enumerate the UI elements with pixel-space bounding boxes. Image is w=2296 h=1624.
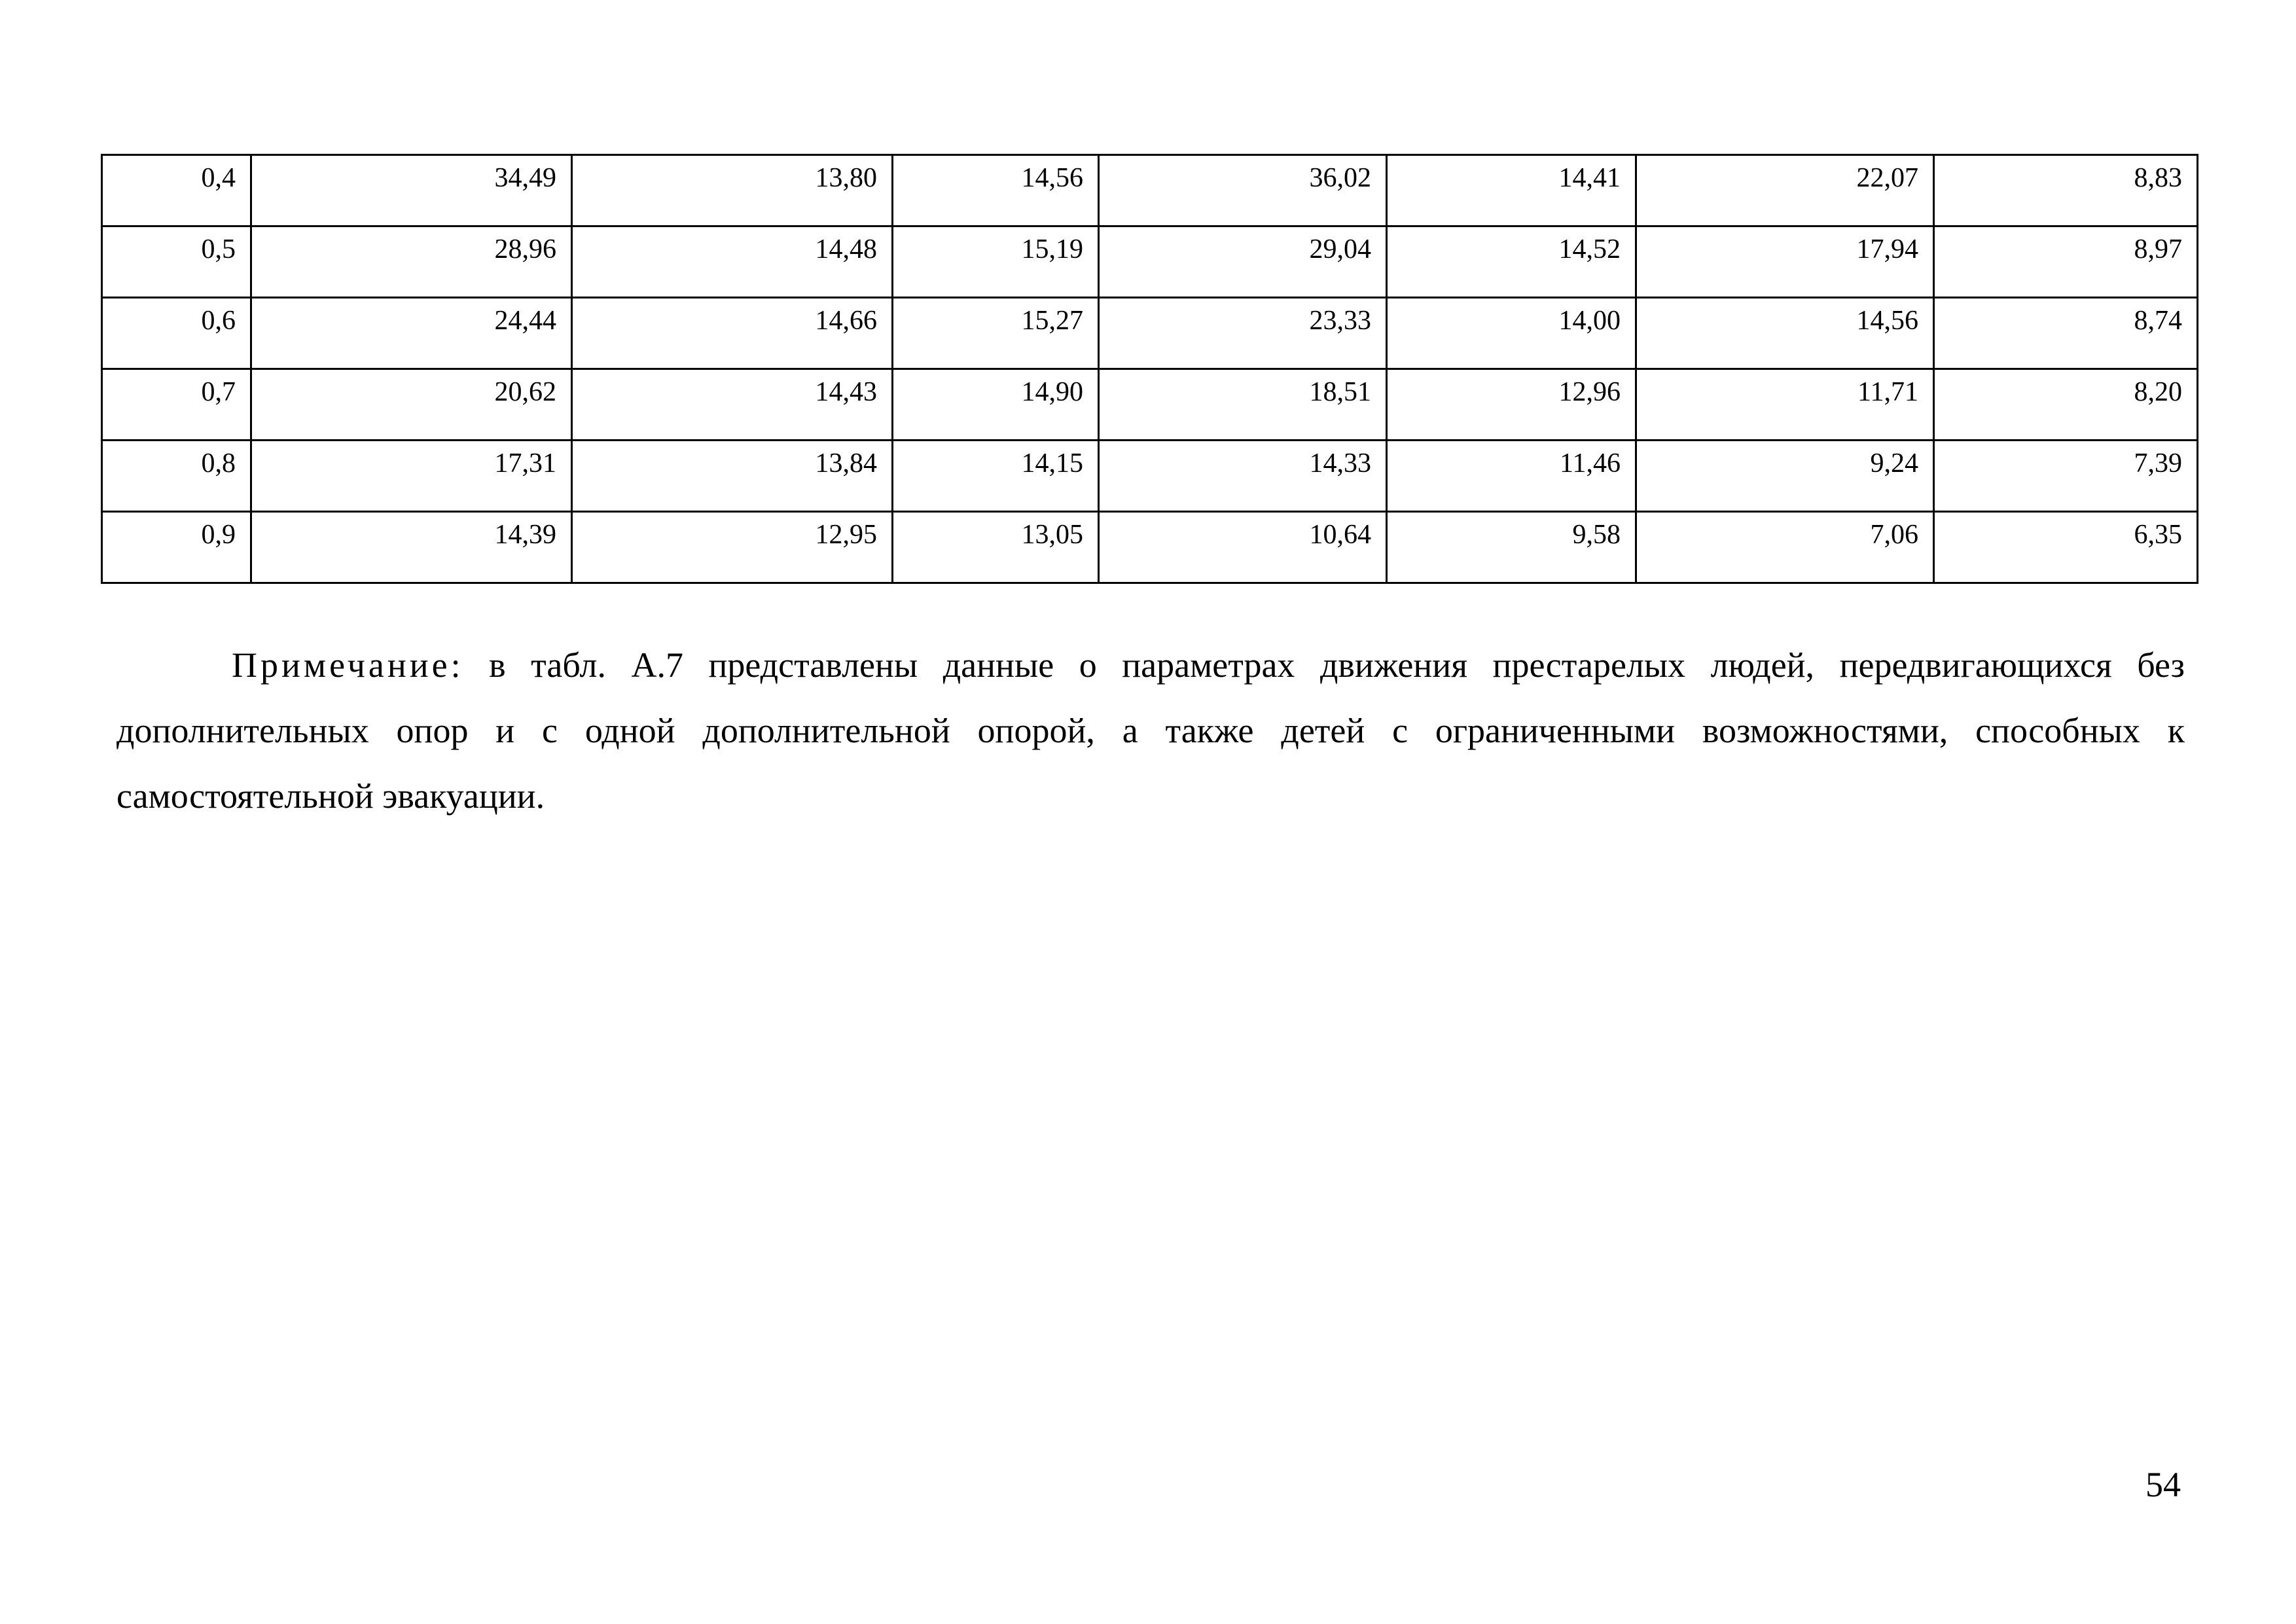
table-cell: 14,48	[572, 226, 893, 298]
table-cell: 17,31	[251, 441, 572, 512]
table-cell: 8,83	[1934, 155, 2198, 226]
table-cell: 7,06	[1636, 512, 1934, 583]
table-row	[102, 298, 2198, 369]
table-cell: 13,05	[893, 512, 1099, 583]
table-cell: 12,95	[572, 512, 893, 583]
table-cell: 23,33	[1099, 298, 1387, 369]
table-cell: 12,96	[1387, 369, 1636, 441]
table-row	[102, 369, 2198, 441]
table-cell: 14,41	[1387, 155, 1636, 226]
data-table	[101, 154, 2198, 584]
table-cell: 15,27	[893, 298, 1099, 369]
note-paragraph	[117, 632, 2185, 829]
table-cell: 14,90	[893, 369, 1099, 441]
table-row	[102, 155, 2198, 226]
table-cell: 14,56	[1636, 298, 1934, 369]
table-cell: 34,49	[251, 155, 572, 226]
table-cell: 20,62	[251, 369, 572, 441]
table-cell: 6,35	[1934, 512, 2198, 583]
table-cell: 11,46	[1387, 441, 1636, 512]
table-row	[102, 512, 2198, 583]
table-cell: 14,33	[1099, 441, 1387, 512]
table-cell: 9,24	[1636, 441, 1934, 512]
table-cell: 0,9	[102, 512, 251, 583]
table-cell: 18,51	[1099, 369, 1387, 441]
table-cell: 17,94	[1636, 226, 1934, 298]
table-cell: 24,44	[251, 298, 572, 369]
table-cell: 14,00	[1387, 298, 1636, 369]
table-cell: 7,39	[1934, 441, 2198, 512]
table-cell: 14,39	[251, 512, 572, 583]
note-text: в табл. А.7 представлены данные о параметрах движения престарелых людей, передвигающихся без дополнительных опор и с одной дополнительной опорой, а также детей с ограниченными возможностями, способных к самостоятельной эвакуации.	[117, 645, 2185, 816]
table-cell: 14,15	[893, 441, 1099, 512]
note-label: Примечание:	[232, 645, 464, 685]
table-body	[102, 155, 2198, 583]
table-cell: 14,52	[1387, 226, 1636, 298]
page-number: 54	[2145, 1465, 2181, 1504]
table-cell: 36,02	[1099, 155, 1387, 226]
table-cell: 0,4	[102, 155, 251, 226]
table-cell: 0,5	[102, 226, 251, 298]
table-cell: 13,80	[572, 155, 893, 226]
table-cell: 0,7	[102, 369, 251, 441]
table-cell: 8,97	[1934, 226, 2198, 298]
table-cell: 14,66	[572, 298, 893, 369]
table-cell: 29,04	[1099, 226, 1387, 298]
table-cell: 13,84	[572, 441, 893, 512]
table-cell: 14,56	[893, 155, 1099, 226]
table-cell: 14,43	[572, 369, 893, 441]
table-row	[102, 226, 2198, 298]
table-cell: 15,19	[893, 226, 1099, 298]
table-cell: 0,6	[102, 298, 251, 369]
table-cell: 0,8	[102, 441, 251, 512]
table-cell: 10,64	[1099, 512, 1387, 583]
table-cell: 8,20	[1934, 369, 2198, 441]
table-row	[102, 441, 2198, 512]
table-cell: 28,96	[251, 226, 572, 298]
table-cell: 11,71	[1636, 369, 1934, 441]
table-cell: 9,58	[1387, 512, 1636, 583]
table-cell: 22,07	[1636, 155, 1934, 226]
table-cell: 8,74	[1934, 298, 2198, 369]
